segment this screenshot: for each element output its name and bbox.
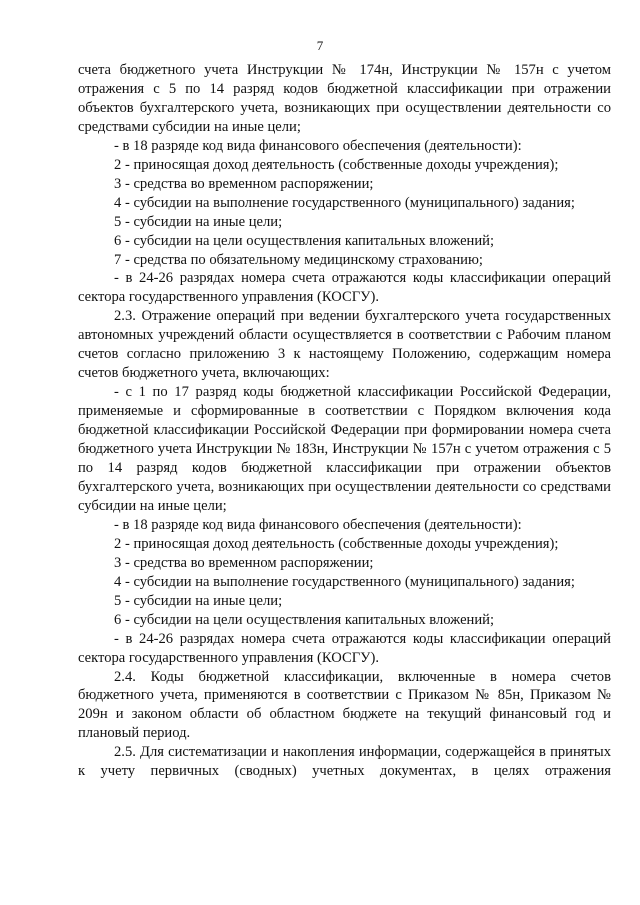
paragraph-15: 4 - субсидии на выполнение государственного (муниципального) задания; (114, 573, 575, 590)
paragraph-12: - в 18 разряде код вида финансового обеспечения (деятельности): (114, 516, 522, 533)
paragraph-17: 6 - субсидии на цели осуществления капитальных вложений; (114, 611, 495, 628)
paragraph-8: 7 - средства по обязательному медицинскому страхованию; (114, 251, 483, 268)
paragraph-20: 2.5. Для систематизации и накопления информации, содержащейся в принятых к учету первичных (сводных) учетных документах, в целях отражения (78, 744, 611, 780)
paragraph-7: 6 - субсидии на цели осуществления капитальных вложений; (114, 232, 495, 249)
paragraph-3: 2 - приносящая доход деятельность (собственные доходы учреждения); (114, 156, 559, 173)
paragraph-18: - в 24-26 разрядах номера счета отражаются коды классификации операций сектора государственного управления (КОСГУ). (78, 630, 611, 666)
document-body (78, 61, 611, 781)
paragraph-13: 2 - приносящая доход деятельность (собственные доходы учреждения); (114, 535, 559, 552)
paragraph-1: счета бюджетного учета Инструкции № 174н, Инструкции № 157н с учетом отражения с 5 по 14 разряд кодов бюджетной классификации при отражении объектов бухгалтерского учета, возникающих при осуществлении деятельности со средствами субсидии на иные цели; (78, 62, 611, 135)
paragraph-10: 2.3. Отражение операций при ведении бухгалтерского учета государственных автономных учреждений области осуществляется в соответствии с Рабочим планом счетов согласно приложению 3 к настоящему Положению, содержащим номера счетов бюджетного учета, включающих: (78, 308, 611, 382)
paragraph-6: 5 - субсидии на иные цели; (114, 213, 283, 230)
page-number: 7 (316, 38, 324, 53)
paragraph-14: 3 - средства во временном распоряжении; (114, 554, 374, 571)
paragraph-19: 2.4. Коды бюджетной классификации, включенные в номера счетов бюджетного учета, применяются в соответствии с Приказом № 85н, Приказом № 209н и законом области об областном бюджете на текущий финансовый год и плановый период. (78, 668, 611, 742)
paragraph-11: - с 1 по 17 разряд коды бюджетной классификации Российской Федерации, применяемые и сформированные в соответствии с Порядком включения кода бюджетной классификации Российской Федерации при формировании номера счета бюджетного учета Инструкции № 183н, Инструкции № 157н с учетом отражения с 5 по 14 разряд кодов бюджетной классификации при отражении объектов бухгалтерского учета, возникающих при осуществлении деятельности со средствами субсидии на иные цели; (78, 384, 611, 514)
paragraph-16: 5 - субсидии на иные цели; (114, 592, 283, 609)
paragraph-2: - в 18 разряде код вида финансового обеспечения (деятельности): (114, 137, 522, 154)
paragraph-9: - в 24-26 разрядах номера счета отражаются коды классификации операций сектора государственного управления (КОСГУ). (78, 270, 611, 306)
paragraph-4: 3 - средства во временном распоряжении; (114, 175, 374, 192)
paragraph-5: 4 - субсидии на выполнение государственного (муниципального) задания; (114, 194, 575, 211)
